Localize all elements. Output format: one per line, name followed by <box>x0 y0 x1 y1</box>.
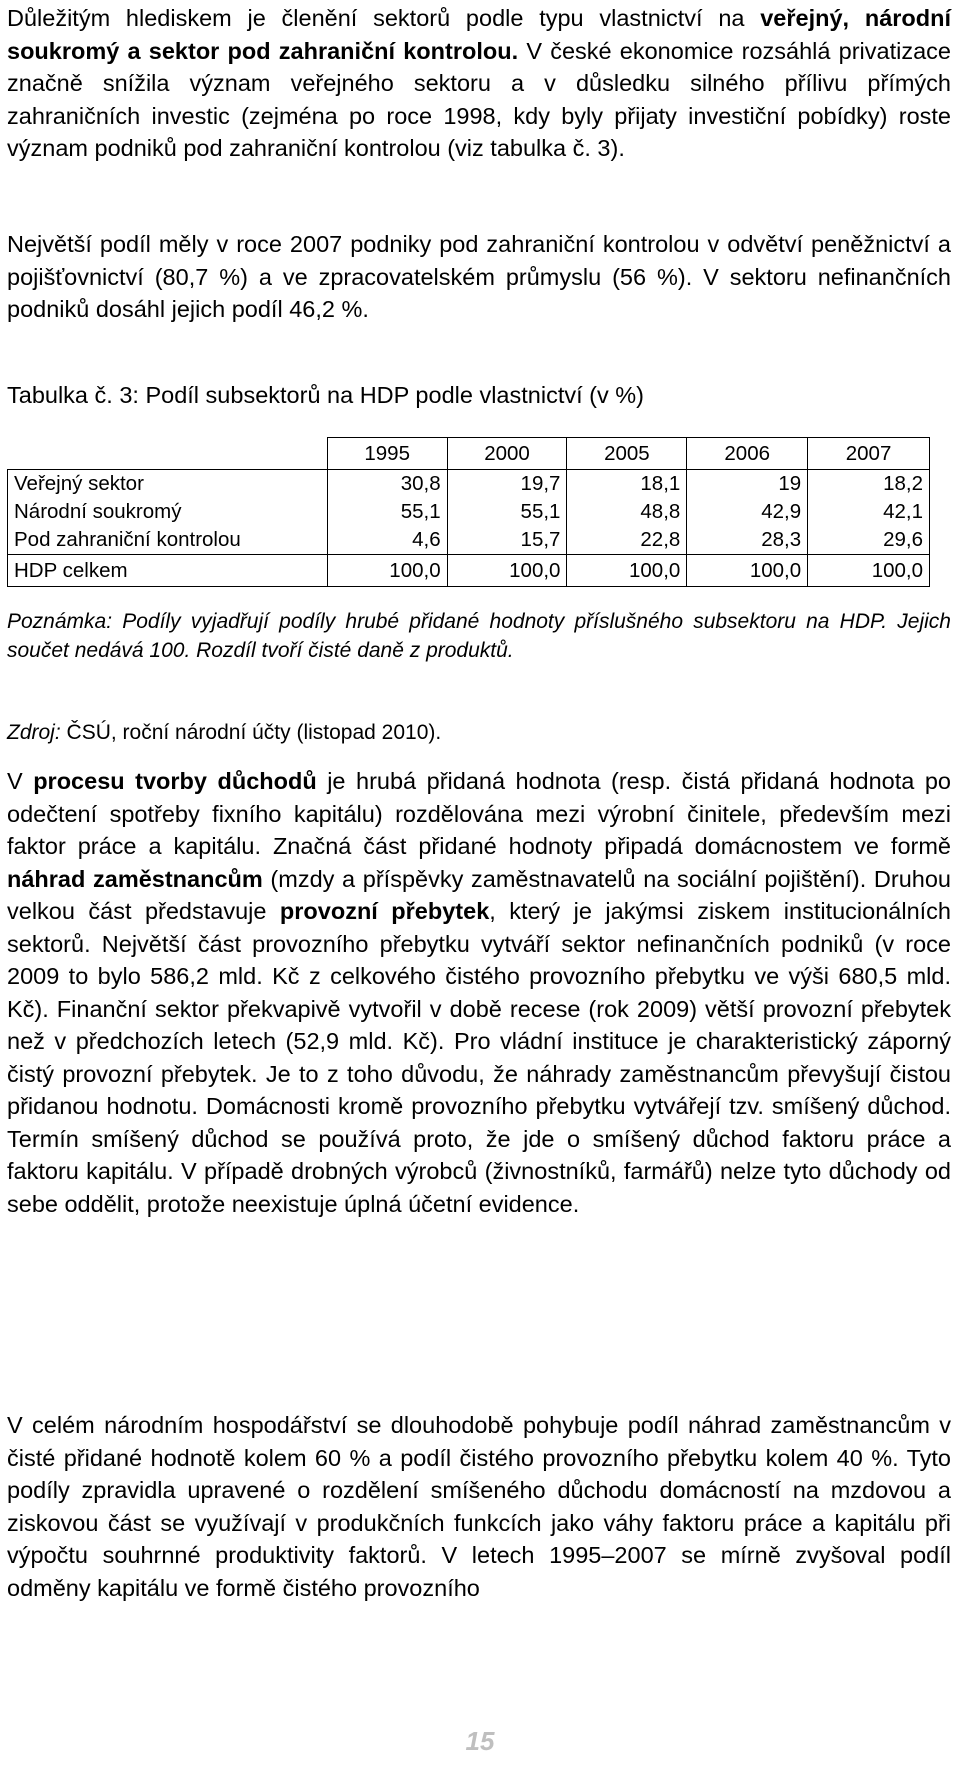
year-header: 2000 <box>447 438 567 470</box>
table-header-blank <box>8 438 328 470</box>
table-total-row <box>8 555 930 587</box>
total-value: 100,0 <box>447 555 567 587</box>
income-text: (mzdy a příspěvky zaměstnavatelů na sociální pojištění). Druhou velkou část představuje <box>7 865 951 924</box>
final-paragraph: V celém národním hospodářství se dlouhodobě pohybuje podíl náhrad zaměstnancům v čisté přidané hodnotě kolem 60 % a podíl čistého provozního přebytku kolem 40 %. Tyto podíly zpravidla upravené o rozdělení smíšeného důchodu domácností na mzdovou a ziskovou část se využívají v produkčních funkcích jako váhy faktoru práce a kapitálu při výpočtu souhrnné produktivity faktorů. V letech 1995–2007 se mírně zvyšoval podíl odměny kapitálu ve formě čistého provozního <box>7 1412 951 1601</box>
cell-value: 18,1 <box>567 470 687 499</box>
table-row <box>8 470 930 499</box>
intro-text-bold: veřejný, národní soukromý a sektor pod zahraniční kontrolou. <box>7 5 952 64</box>
cell-value: 18,2 <box>808 470 930 499</box>
table-note: Poznámka: Podíly vyjadřují podíly hrubé přidané hodnoty příslušného subsektoru na HDP. Jejich součet nedává 100. Rozdíl tvoří čisté daně z produktů. <box>7 610 951 662</box>
income-text: , který je jakýmsi ziskem institucionálních sektorů. Největší část provozního přebytku vytváří sektor nefinančních podniků (v roce 2009 to bylo 586,2 mld. Kč z celkového čistého provozního přebytku ve výši 680,5 mld. Kč). Finanční sektor překvapivě vytvořil v době recese (rok 2009) větší provozní přebytek než v předchozích letech (52,9 mld. Kč). Pro vládní instituce je charakteristický záporný čistý provozní přebytek. Je to z toho důvodu, že náhrady zaměstnancům převyšují čistou přidanou hodnotu. Domácnosti kromě provozního přebytku vytvářejí tzv. smíšený důchod. Termín smíšený důchod se používá proto, že jde o smíšený důchod faktoru práce a faktoru kapitálu. V případě drobných výrobců (živnostníků, farmářů) nelze tyto důchody od sebe oddělit, protože neexistuje úplná účetní evidence. <box>7 898 951 1217</box>
cell-value: 22,8 <box>567 526 687 555</box>
income-text: je hrubá přidaná hodnota (resp. čistá přidaná hodnota po odečtení spotřeby fixního kapitálu) rozdělována mezi výrobní činitele, především mezi faktor práce a kapitálu. Značná část přidané hodnoty připadá domácnostem ve formě <box>7 768 951 859</box>
income-text: V <box>7 768 34 794</box>
table-caption: Tabulka č. 3: Podíl subsektorů na HDP podle vlastnictví (v %) <box>7 382 644 408</box>
total-value: 100,0 <box>808 555 930 587</box>
year-header: 2006 <box>687 438 808 470</box>
income-bold-term: procesu tvorby důchodů <box>33 768 317 794</box>
page-number: 15 <box>465 1726 495 1756</box>
cell-value: 42,1 <box>808 498 930 526</box>
total-label: HDP celkem <box>8 555 328 587</box>
year-header: 2005 <box>567 438 687 470</box>
source-text: ČSÚ, roční národní účty (listopad 2010). <box>60 721 442 744</box>
total-value: 100,0 <box>567 555 687 587</box>
intro-text-2: V české ekonomice rozsáhlá privatizace značně snížila význam veřejného sektoru a v důsledku silného přílivu přímých zahraničních investic (zejména po roce 1998, kdy byly přijaty investiční pobídky) roste význam podniků pod zahraniční kontrolou (viz tabulka č. 3). <box>7 37 951 161</box>
total-value: 100,0 <box>687 555 808 587</box>
table-row <box>8 498 930 526</box>
cell-value: 19,7 <box>447 470 567 499</box>
table-header-row <box>8 438 930 470</box>
source-label: Zdroj: <box>7 721 61 744</box>
row-label: Pod zahraniční kontrolou <box>8 526 328 555</box>
ownership-share-table <box>7 437 930 587</box>
cell-value: 28,3 <box>687 526 808 555</box>
cell-value: 4,6 <box>327 526 447 555</box>
share-paragraph: Největší podíl měly v roce 2007 podniky pod zahraniční kontrolou v odvětví peněžnictví a pojišťovnictví (80,7 %) a ve zpracovatelském průmyslu (56 %). V sektoru nefinančních podniků dosáhl jejich podíl 46,2 %. <box>7 231 951 322</box>
cell-value: 42,9 <box>687 498 808 526</box>
cell-value: 55,1 <box>447 498 567 526</box>
year-header: 1995 <box>327 438 447 470</box>
income-paragraph <box>7 765 951 1220</box>
cell-value: 48,8 <box>567 498 687 526</box>
table-row <box>8 526 930 555</box>
income-bold-term: provozní přebytek <box>279 898 490 924</box>
intro-paragraph <box>7 2 951 165</box>
year-header: 2007 <box>808 438 930 470</box>
cell-value: 55,1 <box>327 498 447 526</box>
source-line <box>7 718 441 747</box>
intro-text-1: Důležitým hlediskem je členění sektorů podle typu vlastnictví na <box>7 5 761 31</box>
cell-value: 15,7 <box>447 526 567 555</box>
row-label: Veřejný sektor <box>8 470 328 499</box>
cell-value: 29,6 <box>808 526 930 555</box>
cell-value: 30,8 <box>327 470 447 499</box>
row-label: Národní soukromý <box>8 498 328 526</box>
income-bold-term: náhrad zaměstnancům <box>7 865 263 892</box>
total-value: 100,0 <box>327 555 447 587</box>
cell-value: 19 <box>687 470 808 499</box>
